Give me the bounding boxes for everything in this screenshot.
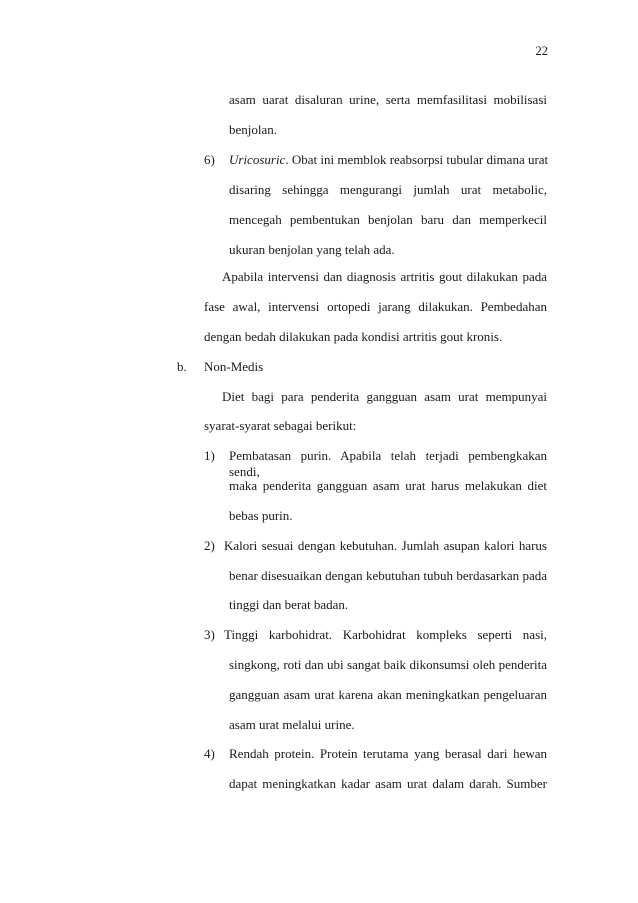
text-line: syarat-syarat sebagai berikut: <box>204 418 357 433</box>
text-line: ukuran benjolan yang telah ada. <box>229 242 395 257</box>
list-number: 4) <box>204 746 215 761</box>
text-line: Pembatasan purin. Apabila telah terjadi pembengkakan sendi, <box>229 448 547 479</box>
text-line: bebas purin. <box>229 508 293 523</box>
text-line: asam urat melalui urine. <box>229 717 355 732</box>
text-line: fase awal, intervensi ortopedi jarang dilakukan. Pembedahan <box>204 299 547 314</box>
text-line: benar disesuaikan dengan kebutuhan tubuh berdasarkan pada <box>229 568 547 583</box>
text-line: Diet bagi para penderita gangguan asam urat mempunyai <box>222 389 547 404</box>
text-line: Rendah protein. Protein terutama yang berasal dari hewan <box>229 746 547 761</box>
text-line: benjolan. <box>229 122 278 137</box>
text-line: asam uarat disaluran urine, serta memfasilitasi mobilisasi <box>229 92 547 107</box>
list-number: 6) <box>204 152 215 167</box>
list-number: 3) <box>204 627 215 642</box>
text-line: Apabila intervensi dan diagnosis artritis gout dilakukan pada <box>222 269 547 284</box>
page-number: 22 <box>535 44 548 58</box>
text-line: Tinggi karbohidrat. Karbohidrat kompleks seperti nasi, <box>224 627 547 642</box>
list-number: 2) <box>204 538 215 553</box>
text-line: Kalori sesuai dengan kebutuhan. Jumlah asupan kalori harus <box>224 538 547 553</box>
list-number: 1) <box>204 448 215 463</box>
text-line: maka penderita gangguan asam urat harus melakukan diet <box>229 478 547 493</box>
text-line: disaring sehingga mengurangi jumlah urat metabolic, <box>229 182 547 197</box>
text-line <box>229 152 547 168</box>
text-line: gangguan asam urat karena akan meningkatkan pengeluaran <box>229 687 547 702</box>
text-line: dapat meningkatkan kadar asam urat dalam darah. Sumber <box>229 776 547 791</box>
text-segment: . Obat ini memblok reabsorpsi tubular dimana urat <box>285 152 549 167</box>
section-heading: Non-Medis <box>204 359 264 374</box>
text-line: tinggi dan berat badan. <box>229 597 349 612</box>
text-line: mencegah pembentukan benjolan baru dan memperkecil <box>229 212 547 227</box>
section-marker: b. <box>177 359 187 374</box>
text-line: singkong, roti dan ubi sangat baik dikonsumsi oleh penderita <box>229 657 547 672</box>
italic-term: Uricosuric <box>229 152 286 167</box>
text-line: dengan bedah dilakukan pada kondisi artritis gout kronis. <box>204 329 503 344</box>
